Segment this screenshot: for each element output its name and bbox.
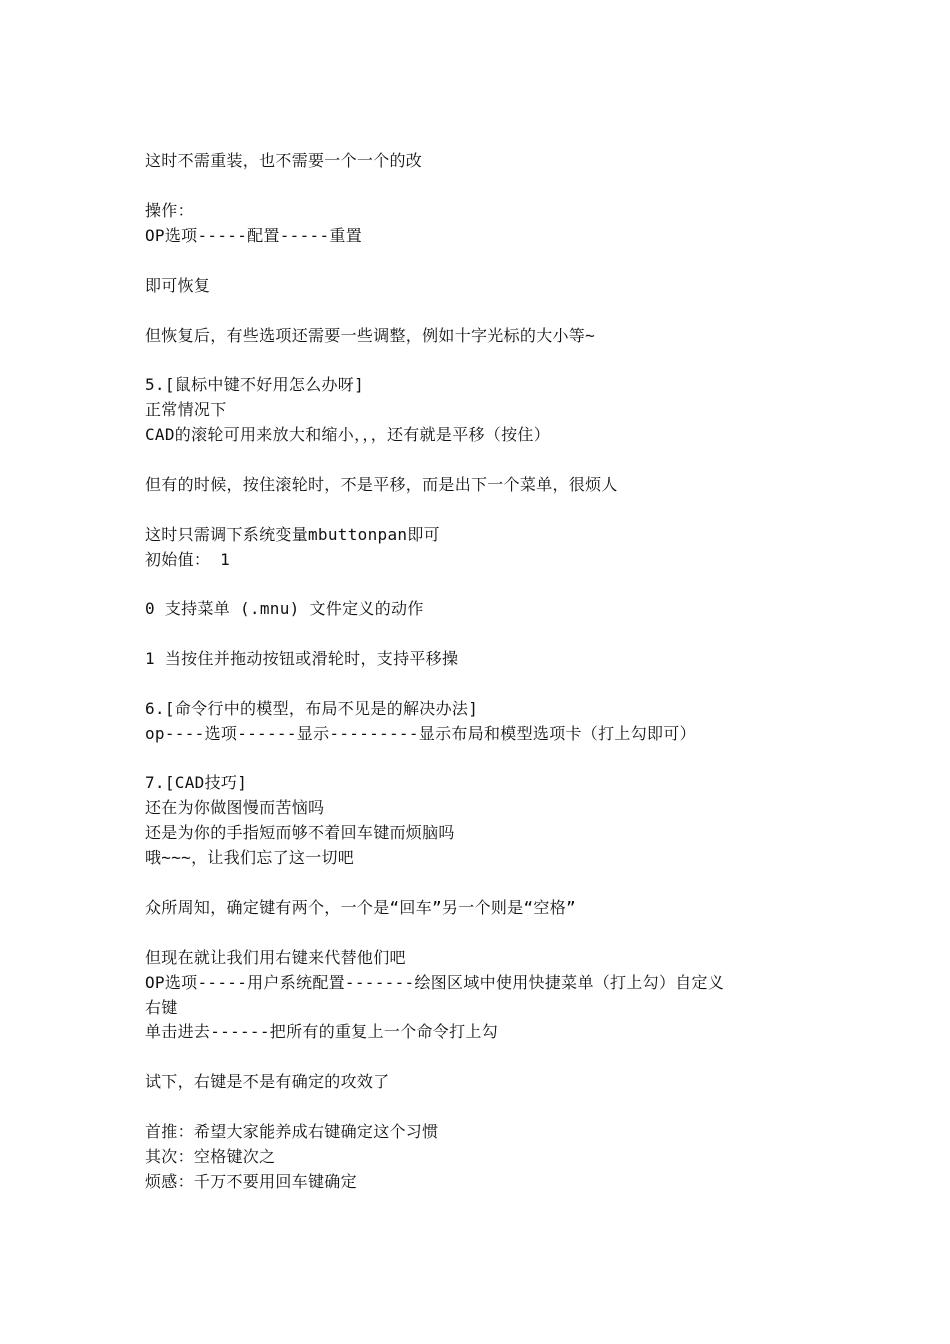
- text-line: op----选项------显示---------显示布局和模型选项卡（打上勾即可）: [145, 724, 696, 743]
- section-heading: 6.[命令行中的模型，布局不见是的解决办法]: [145, 699, 479, 718]
- text-line: 其次：空格键次之: [145, 1147, 276, 1166]
- text-line: 0 支持菜单 (.mnu) 文件定义的动作: [145, 599, 424, 618]
- text-line: OP选项-----用户系统配置-------绘图区域中使用快捷菜单（打上勾）自定义: [145, 973, 725, 992]
- text-line: 烦感：千万不要用回车键确定: [145, 1172, 357, 1191]
- text-line: 但现在就让我们用右键来代替他们吧: [145, 948, 406, 967]
- text-line: 这时不需重装，也不需要一个一个的改: [145, 151, 423, 170]
- section-heading: 7.[CAD技巧]: [145, 773, 248, 792]
- text-line: 1 当按住并拖动按钮或滑轮时，支持平移操: [145, 649, 459, 668]
- text-line: 右键: [145, 998, 178, 1017]
- text-line: OP选项-----配置-----重置: [145, 226, 362, 245]
- text-line: 正常情况下: [145, 400, 227, 419]
- text-line: 单击进去------把所有的重复上一个命令打上勾: [145, 1022, 498, 1041]
- text-line: 初始值： 1: [145, 550, 231, 569]
- text-line: 操作：: [145, 201, 194, 220]
- text-line: 但有的时候，按住滚轮时，不是平移，而是出下一个菜单，很烦人: [145, 475, 618, 494]
- text-line: 还在为你做图慢而苦恼吗: [145, 798, 325, 817]
- text-line: CAD的滚轮可用来放大和缩小，，，还有就是平移（按住）: [145, 425, 550, 444]
- text-line: 首推：希望大家能养成右键确定这个习惯: [145, 1122, 439, 1141]
- text-line: 试下，右键是不是有确定的攻效了: [145, 1072, 390, 1091]
- text-line: 还是为你的手指短而够不着回车键而烦脑吗: [145, 823, 455, 842]
- text-line: 哦~~~，让我们忘了这一切吧: [145, 848, 355, 867]
- section-heading: 5.[鼠标中键不好用怎么办呀]: [145, 375, 365, 394]
- text-line: 即可恢复: [145, 276, 211, 295]
- text-line: 这时只需调下系统变量mbuttonpan即可: [145, 525, 440, 544]
- text-line: 众所周知，确定键有两个，一个是“回车”另一个则是“空格”: [145, 898, 576, 917]
- text-line: 但恢复后，有些选项还需要一些调整，例如十字光标的大小等~: [145, 326, 596, 345]
